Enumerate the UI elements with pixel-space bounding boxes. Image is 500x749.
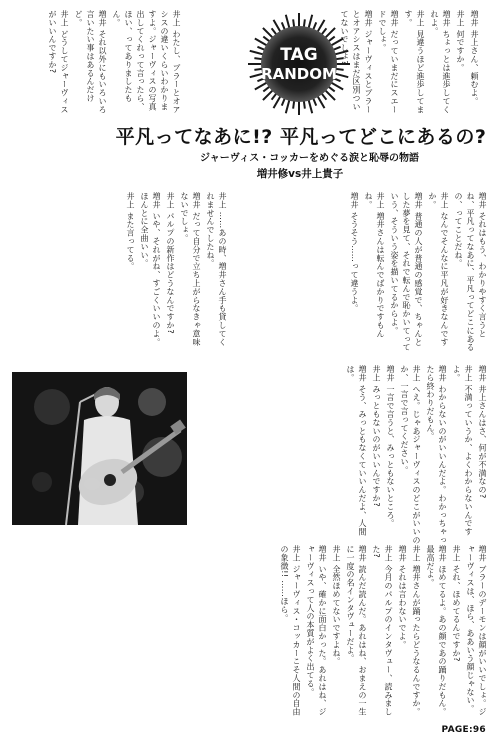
- guitarist-photo-icon: [12, 372, 187, 525]
- dialogue-line: 井上 どうしてジャーヴィスがいいんですか?: [48, 10, 69, 114]
- dialogue-line: 井上 見違うほど進歩してます。: [404, 10, 425, 114]
- dialogue-line: 井上 それ、ほめてるんですか?: [452, 545, 461, 662]
- concert-photo: [12, 372, 187, 525]
- dialogue-line: 増井 それ以外にもいろいろ言いたい事はあるんだけど。: [74, 10, 107, 114]
- dialogue-line: 増井 普通の人が普通の感覚で、ちゃんとした夢を見て、それで転んで恥かいてっていう、そういう姿を描いてるからよ。: [390, 192, 423, 352]
- page-number: PAGE:96: [441, 725, 486, 735]
- dialogue-line: 増井 いや、それがね、すごくいいのよ。ほんとに全曲いい。: [140, 192, 161, 347]
- dialogue-line: 井上 なんでそんなに平凡が好きなんですか。: [428, 192, 449, 347]
- dialogue-line: 井上 増井さんが踊ったらどうなるんですか。: [412, 545, 421, 716]
- dialogue-block-bottom: [12, 545, 488, 717]
- logo-line1: TAG: [280, 45, 318, 65]
- dialogue-block-mid-right: [228, 192, 488, 354]
- dialogue-line: 井上 不満っていうか、よくわからないんですよ。: [452, 365, 473, 536]
- dialogue-line: 増井 井上さんはさ、何が不満なの?: [478, 365, 487, 499]
- logo-line2: RANDOM: [261, 65, 337, 83]
- byline: 増井修vs井上貴子: [256, 168, 344, 180]
- dialogue-line: 増井 だっていまだにスエードでしょ。: [378, 10, 399, 114]
- dialogue-block-beside-photo: [190, 365, 488, 545]
- dialogue-line: 井上 増井さんは転んでばかりですもんね。: [364, 192, 385, 338]
- dialogue-line: 増井 ちょっとは進歩してくれよ。: [430, 10, 451, 114]
- dialogue-line: 井上 ジャーヴィス・コッカーこそ人間の自由の象徴!! ……ほら。: [280, 545, 301, 716]
- dialogue-line: 井上 パルプの新作はどうなんですか?: [166, 192, 175, 334]
- dialogue-line: 井上 わたし、ブラーとオアシスの違いくらいわかりますよ。ジャーヴィスの写真出してくれって言ったら、ほい、ってありましたもん。: [112, 10, 181, 114]
- dialogue-line: 増井 それは言わないでよ。: [398, 545, 407, 649]
- page-subhead: ジャーヴィス・コッカーをめぐる涙と恥辱の物語: [200, 153, 419, 164]
- dialogue-line: 増井 わからないのがいいんだよ。わかっちゃったら終わりだもん。: [426, 365, 447, 545]
- dialogue-line: 増井 一言で言うと、みっともないところ。: [386, 365, 395, 528]
- dialogue-line: 井上 みっともないのがいいんですか?: [372, 365, 381, 507]
- dialogue-line: 増井 ブラーのデーモンは顔がいいでしょ。ジャーヴィスは、ほら、ああいう顔じゃない。: [466, 545, 487, 716]
- dialogue-block-top-left: [12, 10, 182, 118]
- dialogue-line: 井上 へえ。じゃあジャーヴィスのどこがいいのか、一言で言ってください。: [400, 365, 421, 545]
- dialogue-line: 井上 また言ってる。: [126, 192, 135, 271]
- dialogue-line: 井上 何ですか。: [456, 10, 465, 72]
- dialogue-line: 増井 井上さん、頼むよ。: [470, 10, 479, 106]
- dialogue-block-mid-left: [12, 192, 228, 354]
- dialogue-line: 井上 全然ほめてないですよね。: [332, 545, 341, 666]
- dialogue-line: 井上 今月のパルプのインタヴュー、読みました?: [372, 545, 393, 716]
- dialogue-block-top-right: [301, 10, 480, 118]
- dialogue-line: 増井 ジャーヴィスとブラーとオアシスはまだ区別ついてないでしょ?: [340, 10, 373, 114]
- dialogue-line: 増井 ほめてるよ。あの顔であの踊りだもん。最高だよ。: [426, 545, 447, 716]
- dialogue-line: 増井 そうそう……って違うよ。: [350, 192, 359, 313]
- dialogue-line: 増井 読んだ読んだ。あれはね、おまえの一生に一度の名インタヴューだよ。: [346, 545, 367, 716]
- dialogue-line: 増井 いや、確かに面白かった。あれはね、ジャーヴィスって人の本質がよく出てる。: [306, 545, 327, 716]
- dialogue-line: 井上 ……あの時、増井さん手も貸してくれませんでしたね。: [206, 192, 227, 347]
- page-headline: 平凡ってなあに!? 平凡ってどこにあるの?: [115, 126, 487, 148]
- dialogue-line: 増井 そう、みっともなくていいんだよ、人間は。: [346, 365, 367, 536]
- dialogue-line: 増井 だって自分で立ち上がらなきゃ意味ないでしょ。: [180, 192, 201, 347]
- dialogue-line: 増井 それはもう、わかりやすく言うとね、平凡ってなあに、平凡ってどこにあるの、ってことだね。: [454, 192, 487, 352]
